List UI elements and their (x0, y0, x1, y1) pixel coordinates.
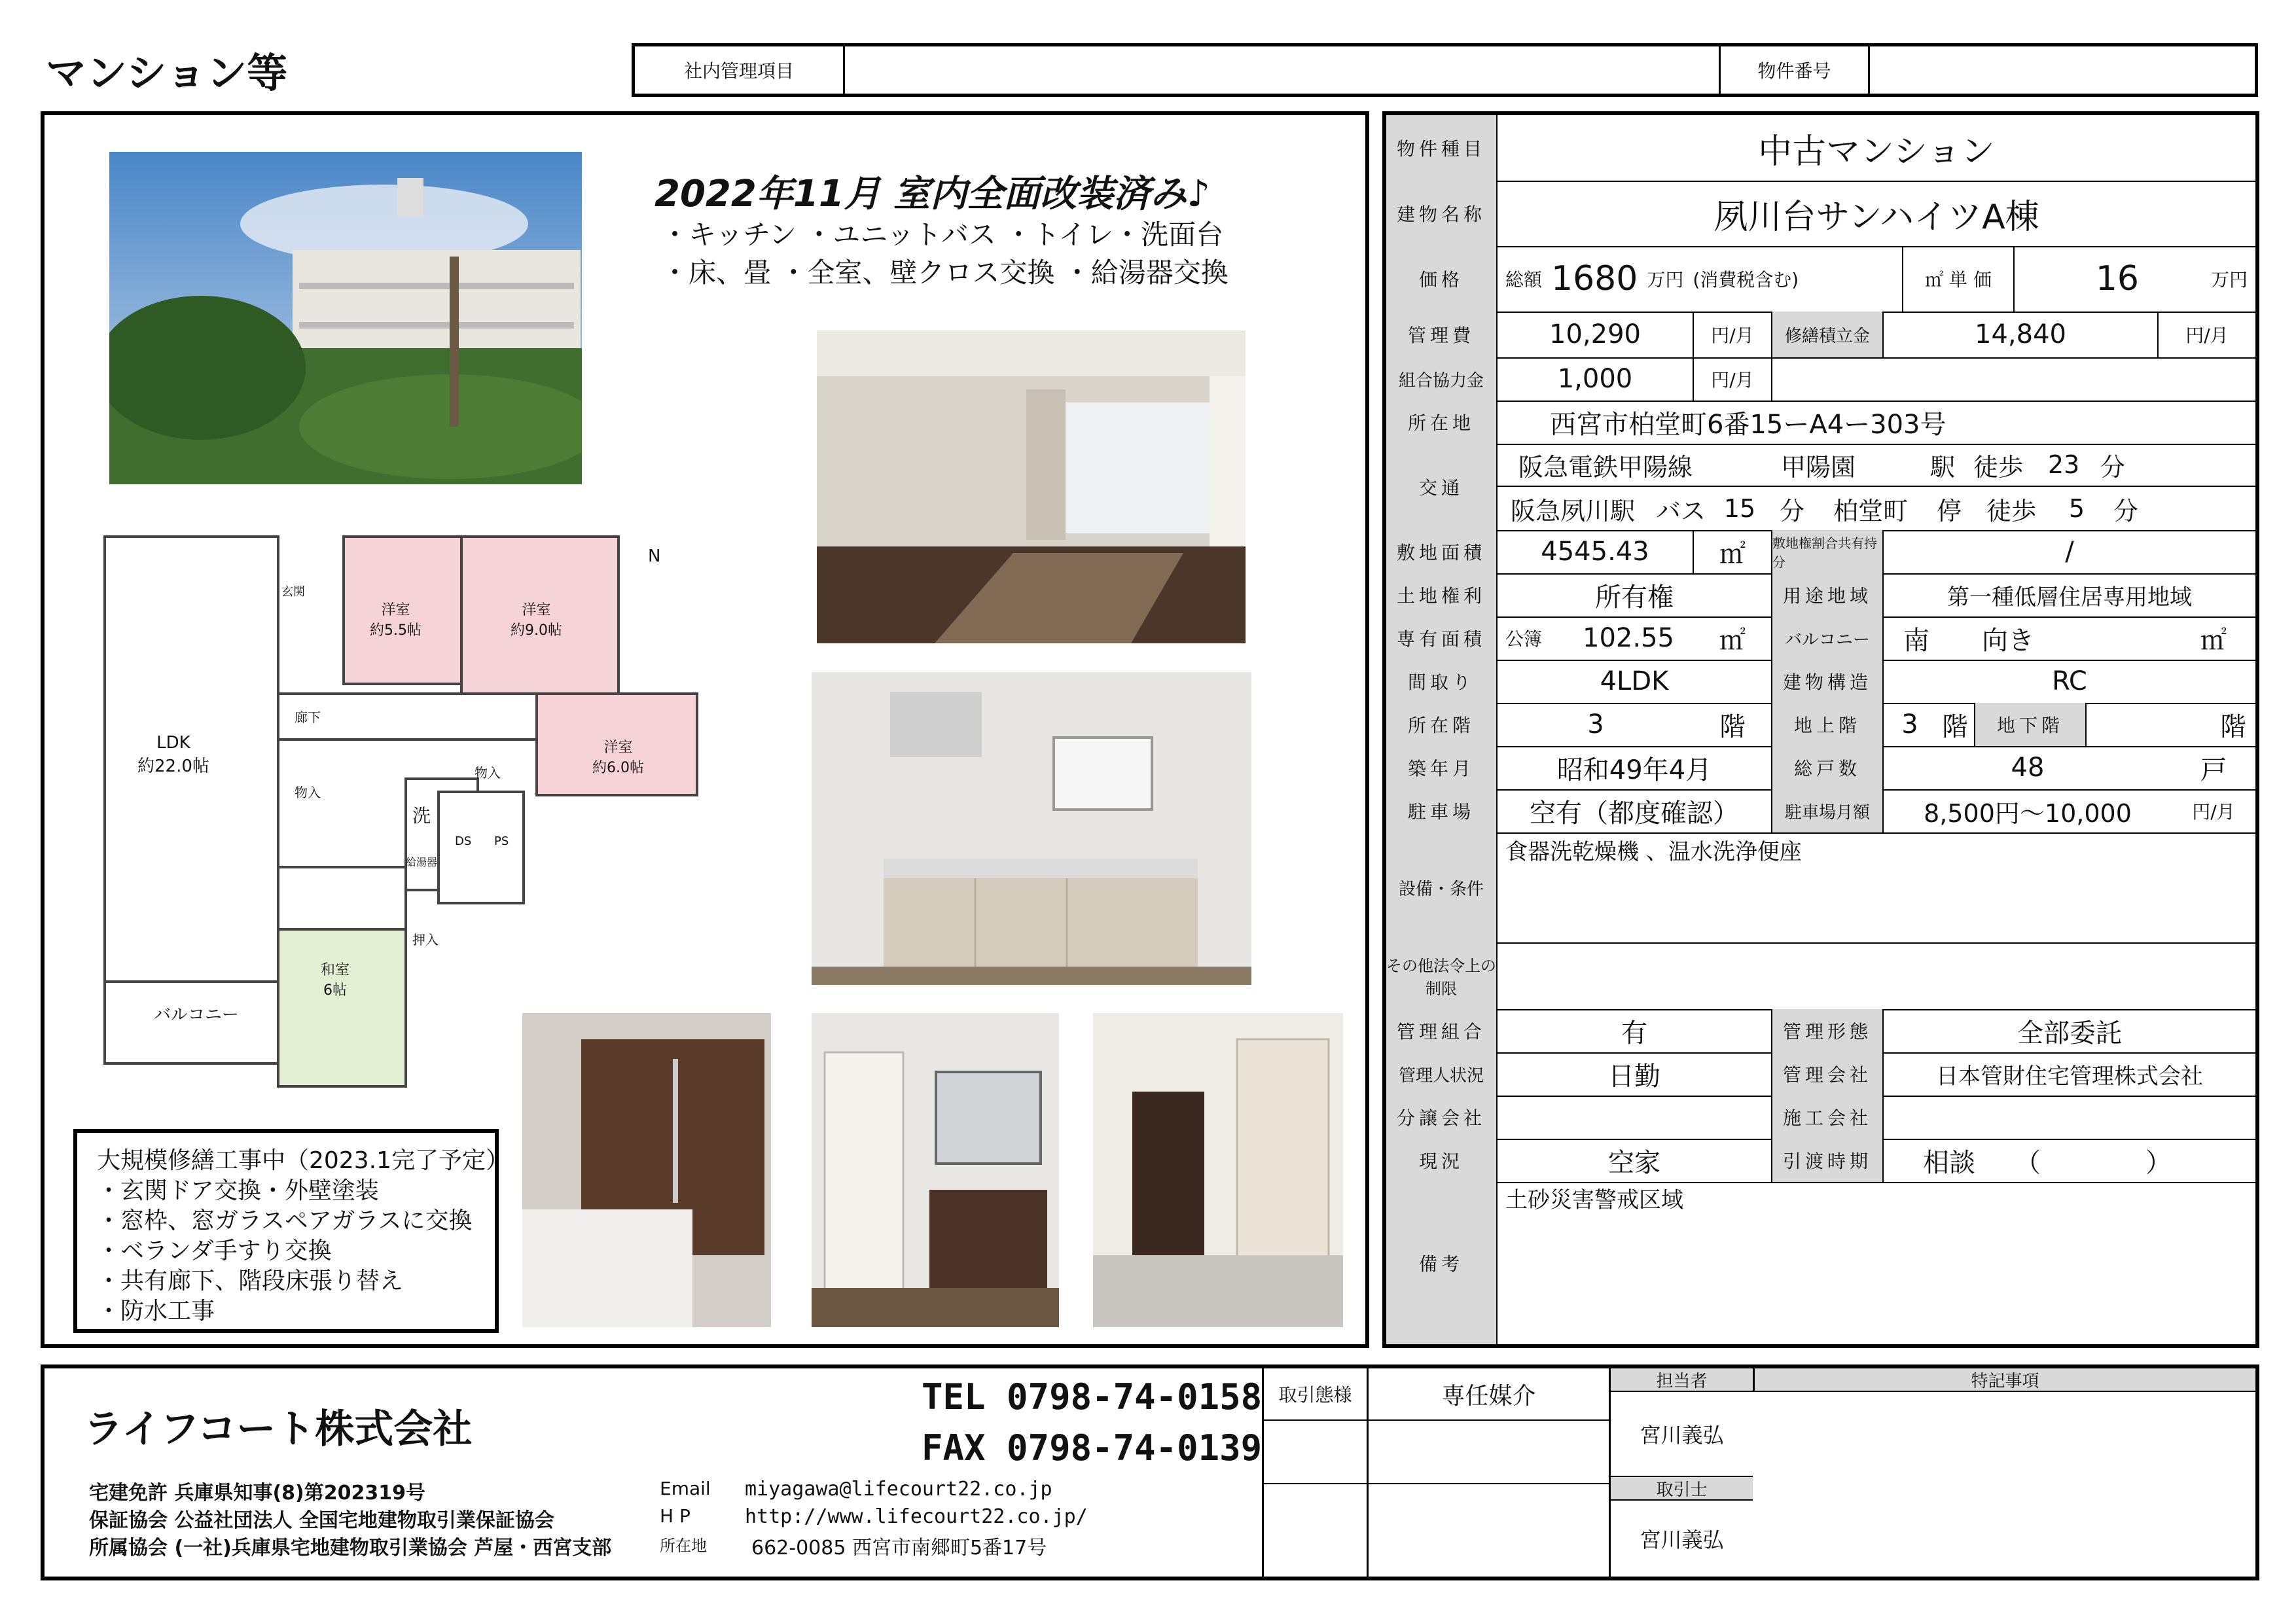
living-room-photo (817, 330, 1246, 643)
hallway-label: 廊下 (295, 709, 321, 725)
header-table (632, 43, 2258, 97)
repair-item: ・窓枠、窓ガラスペアガラスに交換 (97, 1207, 473, 1234)
transaction-type: 専任媒介 (1367, 1368, 1609, 1421)
repair-title: 大規模修繕工事中（2023.1完了予定） (97, 1147, 509, 1174)
renovation-bullets (661, 216, 1229, 292)
repair-item: ・共有廊下、階段床張り替え (97, 1268, 404, 1294)
row-price: 価格 総額 1680 万円 (消費税含む) ㎡ 単 価 16 万円 (1386, 246, 2255, 313)
renovation-headline: 2022年11月 室内全面改装済み♪ (655, 173, 1211, 215)
email-link[interactable]: miyagawa@lifecourt22.co.jp (745, 1478, 1052, 1501)
large-scale-repair-box (73, 1129, 509, 1333)
footer-company-info: ライフコート株式会社 TEL 0798-74-0158 FAX 0798-74-0139 宅建免許 兵庫県知事(8)第202319号 保証協会 公益社団法人 全国宅地建物取引業保証協会 所属協会 (一社)兵庫県宅地建物取引業協会 芦屋・西宮支部 Email miyagawa@lifecourt22.co.jp H P http://www.lifecourt22.co.jp/ 所在地 662-0085 西宮市南郷町5番17号 取引態様 専任媒介 担当者 宮川義弘 取引士 宮川義弘 特記事項 (41, 1364, 2259, 1580)
company-name: ライフコート株式会社 (84, 1406, 473, 1452)
row-legal: その他法令上の制限 (1386, 942, 2255, 1010)
property-no-value (1870, 46, 2255, 94)
page-category-title: マンション等 (46, 49, 288, 97)
row-name: 建物名称 夙川台サンハイツA棟 (1386, 181, 2255, 247)
row-transport: 交通 阪急電鉄甲陽線 甲陽園 駅 徒歩 23 分 阪急夙川駅 バス 15 分 柏堂町 停 徒歩 5 分 (1386, 444, 2255, 531)
row-seller: 分譲会社 施工会社 (1386, 1096, 2255, 1140)
storage-label-1: 物入 (295, 785, 321, 800)
ds-label: DS (455, 834, 472, 848)
balcony-label: バルコニー (154, 1005, 240, 1025)
room-western-2: 洋室 約9.0帖 (511, 602, 562, 639)
unit-price-value: 16 (2095, 259, 2139, 298)
member-assoc: 所属協会 (一社)兵庫県宅地建物取引業協会 芦屋・西宮支部 (89, 1537, 612, 1560)
room-ldk: LDK 約22.0帖 (137, 733, 209, 776)
north-arrow-icon: N (648, 546, 661, 566)
room-japanese: 和室 6帖 (321, 962, 350, 999)
internal-label: 社内管理項目 (635, 46, 845, 94)
row-remarks: 備考 土砂災害警戒区域 (1386, 1182, 2255, 1344)
kitchen-photo (812, 672, 1251, 985)
row-status: 現況 空家 引渡時期 相談 （ ） (1386, 1139, 2255, 1183)
property-spec-table (1382, 111, 2259, 1348)
price-value: 1680 (1551, 259, 1638, 298)
row-built: 築年月 昭和49年4月 総戸数 48 戸 (1386, 746, 2255, 791)
building-name: 夙川台サンハイツA棟 (1713, 197, 2039, 237)
row-land-area: 敷地面積 4545.43 ㎡ 敷地権割合共有持分 / (1386, 530, 2255, 575)
repair-item: ・防水工事 (97, 1298, 215, 1325)
row-equipment: 設備・条件 食器洗乾燥機 、温水洗浄便座 (1386, 832, 2255, 944)
row-floor: 所在階 3 階 地上階 3 階 地下階 階 (1386, 703, 2255, 747)
washroom-label: 洗 (412, 805, 431, 827)
internal-value (845, 46, 1721, 94)
water-heater-label: 給湯器 (406, 856, 438, 868)
staff-name: 宮川義弘 (1609, 1392, 1753, 1477)
repair-item: ・ベランダ手すり交換 (97, 1238, 332, 1264)
fax: FAX 0798-74-0139 (922, 1427, 1263, 1469)
row-floor-area: 専有面積 公簿 102.55 ㎡ バルコニー 南 向き ㎡ (1386, 616, 2255, 661)
row-manager: 管理人状況 日勤 管理会社 日本管財住宅管理株式会社 (1386, 1052, 2255, 1097)
bullet-line-1: ・キッチン ・ユニットバス ・トイレ・洗面台 (661, 219, 1224, 251)
company-address: 662-0085 西宮市南郷町5番17号 (751, 1537, 1047, 1560)
row-land-right: 土地権利 所有権 用途地域 第一種低層住居専用地域 (1386, 573, 2255, 618)
repair-item: ・玄関ドア交換・外壁塗装 (97, 1177, 379, 1204)
row-parking: 駐車場 空有（都度確認） 駐車場月額 8,500円～10,000 円/月 (1386, 789, 2255, 834)
bathroom-photo (522, 1013, 771, 1327)
storage-label-2: 物入 (475, 765, 501, 781)
property-no-label: 物件番号 (1721, 46, 1870, 94)
broker-name: 宮川義弘 (1609, 1501, 1753, 1577)
row-assoc: 組合協力金 1,000 円/月 (1386, 357, 2255, 402)
bullet-line-2: ・床、畳 ・全室、壁クロス交換 ・給湯器交換 (661, 257, 1229, 289)
room-western-3: 洋室 約6.0帖 (592, 740, 644, 776)
row-fees: 管理費 10,290 円/月 修繕積立金 14,840 円/月 (1386, 312, 2255, 359)
exterior-photo (109, 152, 582, 484)
license: 宅建免許 兵庫県知事(8)第202319号 (89, 1482, 425, 1505)
room-western-1: 洋室 約5.5帖 (370, 602, 422, 639)
entrance-label: 玄関 (281, 585, 305, 599)
ps-label: PS (494, 834, 509, 848)
row-layout: 間取り 4LDK 建物構造 RC (1386, 660, 2255, 704)
entrance-photo (1093, 1013, 1343, 1327)
closet-label: 押入 (412, 932, 439, 948)
property-type: 中古マンション (1758, 132, 1995, 171)
guarantee-assoc: 保証協会 公益社団法人 全国宅地建物取引業保証協会 (89, 1509, 554, 1532)
tel: TEL 0798-74-0158 (922, 1376, 1263, 1418)
website-link[interactable]: http://www.lifecourt22.co.jp/ (745, 1505, 1088, 1528)
washroom-photo (812, 1013, 1059, 1327)
row-union: 管理組合 有 管理形態 全部委託 (1386, 1009, 2255, 1054)
row-address: 所在地 西宮市柏堂町6番15ーA4ー303号 (1386, 401, 2255, 445)
row-type: 物件種目 中古マンション (1386, 115, 2255, 182)
